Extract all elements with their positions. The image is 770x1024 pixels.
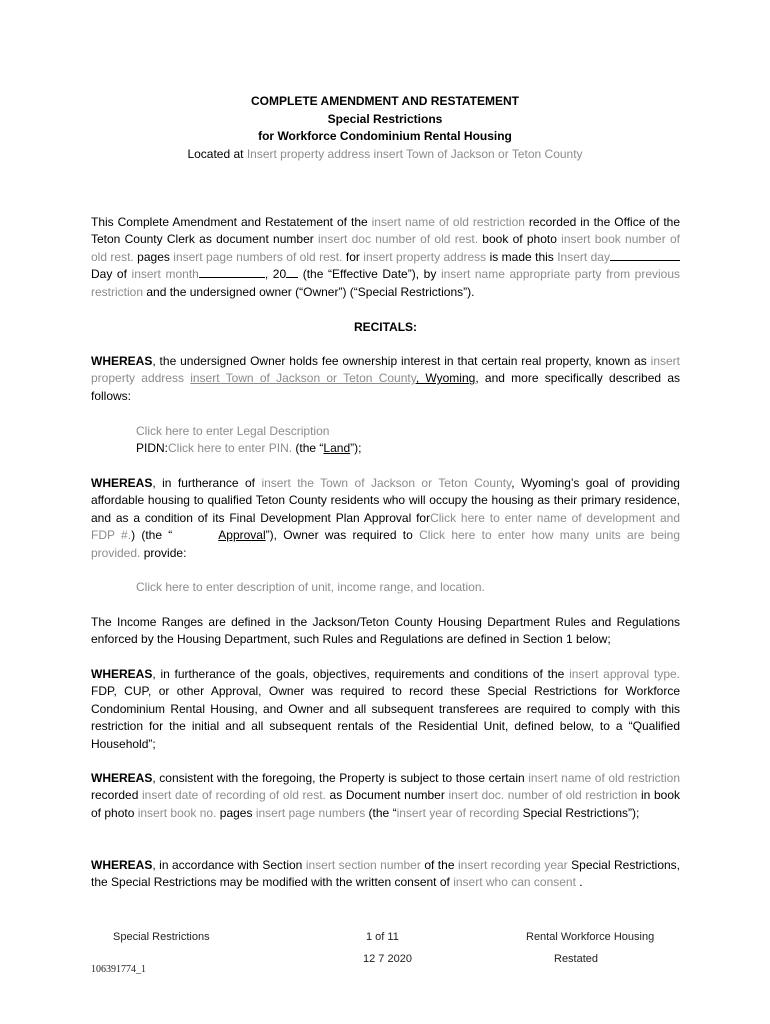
text: as Document number [325,788,449,803]
whereas-keyword: WHEREAS [91,858,153,872]
pidn-line [136,440,676,457]
located-prefix: Located at [187,146,247,161]
section-number-field[interactable]: insert section number [305,858,421,872]
whereas-keyword: WHEREAS [91,771,153,785]
text: in book of photo [91,788,680,820]
unit-description-field[interactable]: Click here to enter description of unit, income range, and location. [136,580,485,594]
whereas-paragraph-5 [91,857,680,892]
text: pages [216,805,256,820]
text: is made this [486,249,558,264]
recording-year-field[interactable]: insert year of recording [396,805,520,820]
text: provide: [140,545,187,560]
recording-year-field[interactable]: insert recording year [457,858,568,872]
text: and the undersigned owner (“Owner”) (“Special Restrictions”). [143,284,475,299]
old-doc-number-field[interactable]: insert doc number of old rest. [318,232,479,247]
footer-date: 12 7 2020 [363,953,412,965]
text: recorded in the Office of the Teton County Clerk as document number [91,215,681,247]
income-ranges-paragraph: The Income Ranges are defined in the Jackson/Teton County Housing Department Rules and Regulations enforced by the Housing Department, such Rules and Regulations are defined in Section 1 below; [91,615,680,647]
text: , and more specifically described as follows: [91,371,680,403]
text: Special Restrictions”); [519,805,640,820]
old-restriction-name-field[interactable]: insert name of old restriction [371,215,525,229]
party-name-field[interactable]: insert name appropriate party from previous restriction [91,267,681,299]
day-blank[interactable] [610,249,680,261]
book-number-field[interactable]: insert book no. [137,805,217,820]
text: Special Restrictions, the Special Restrictions may be modified with the written consent of [91,858,681,890]
text: Day of [91,267,132,282]
title-line-3: for Workforce Condominium Rental Housing [258,129,512,143]
whereas-paragraph-2 [91,475,680,562]
text: . [575,875,583,890]
old-book-number-field[interactable]: insert book number of old rest. [91,232,680,264]
text: pages [133,249,174,264]
whereas-paragraph-3 [91,666,680,753]
legal-description-block [136,423,676,458]
text: This Complete Amendment and Restatement of the [91,215,372,229]
text: (the “Effective Date”), by [298,267,441,282]
old-page-numbers-field[interactable]: insert page numbers of old rest. [173,249,343,264]
day-field[interactable]: Insert day [557,249,610,264]
text: , in furtherance of the goals, objectives, requirements and conditions of the [152,667,570,681]
approval-type-field[interactable]: insert approval type. [569,667,680,681]
text: of the [420,858,458,872]
page-numbers-field[interactable]: insert page numbers [255,805,366,820]
text: ”); [350,441,362,456]
property-address-field[interactable]: insert property address [363,249,487,264]
text: FDP, CUP, or other Approval, Owner was required to record these Special Restrictions for Workforce Condominium Rental Housing, and Owner and all subsequent transferees are required to comply with this restriction for the initial and all subsequent rentals of the Residential Unit, defined below, to a “Qualified Household”; [91,684,680,751]
units-count-field[interactable]: Click here to enter how many units are being provided. [91,528,681,560]
consent-party-field[interactable]: insert who can consent [453,875,576,890]
text: , Wyoming’s goal of providing affordable housing to qualified Teton County residents who will occupy the housing as their primary residence, and as a condition of its Final Development Plan Approval for [91,476,680,525]
located-line [0,146,770,164]
title-line-1: COMPLETE AMENDMENT AND RESTATEMENT [251,94,519,108]
state-text: , Wyoming [415,371,476,386]
recording-date-field[interactable]: insert date of recording of old rest. [142,788,326,803]
text: book of photo [478,232,562,247]
text: (the “ [292,441,324,456]
whereas-keyword: WHEREAS [91,667,153,681]
document-id: 106391774_1 [91,964,146,975]
text: recorded [91,788,142,803]
whereas-paragraph-4 [91,770,680,822]
old-restriction-name-field[interactable]: insert name of old restriction [528,771,680,785]
pidn-label: PIDN: [136,441,169,456]
pin-field[interactable]: Click here to enter PIN. [168,441,293,456]
text: , the undersigned Owner holds fee ownership interest in that certain real property, known as [152,354,651,368]
footer-right: Rental Workforce Housing [526,931,655,943]
text: (the “ [365,805,397,820]
title-line-2: Special Restrictions [327,111,443,126]
text: for [342,249,364,264]
legal-description-field[interactable]: Click here to enter Legal Description [136,424,330,438]
text: ) (the “ [131,528,173,543]
intro-paragraph [91,214,680,301]
page-number: 1 of 11 [366,931,399,943]
month-field[interactable]: insert month [131,267,199,282]
text: , consistent with the foregoing, the Property is subject to those certain [152,771,529,785]
town-county-field[interactable]: insert the Town of Jackson or Teton County [261,476,512,490]
town-county-field[interactable]: insert Town of Jackson or Teton County [190,371,416,386]
land-term: Land [323,441,351,456]
year-blank[interactable] [286,266,298,278]
property-address-field[interactable]: Insert property address insert Town of Jackson or Teton County [246,146,583,161]
text: , in accordance with Section [152,858,306,872]
text: ”), Owner was required to [265,528,420,543]
title-block [0,93,770,163]
development-name-field[interactable]: Click here to enter name of development and FDP #. [91,510,680,543]
approval-term: Approval [218,528,266,543]
old-doc-number-field[interactable]: insert doc. number of old restriction [448,788,638,803]
whereas-keyword: WHEREAS [91,354,153,368]
month-blank[interactable] [199,266,265,278]
whereas-keyword: WHEREAS [91,476,153,490]
footer-restated: Restated [554,953,599,965]
recitals-heading: RECITALS: [353,320,418,334]
property-address-field[interactable]: insert property address [91,354,680,386]
footer-left: Special Restrictions [113,931,210,943]
text: , in furtherance of [152,476,262,490]
whereas-paragraph-1 [91,353,680,405]
text: , 20 [264,267,287,282]
